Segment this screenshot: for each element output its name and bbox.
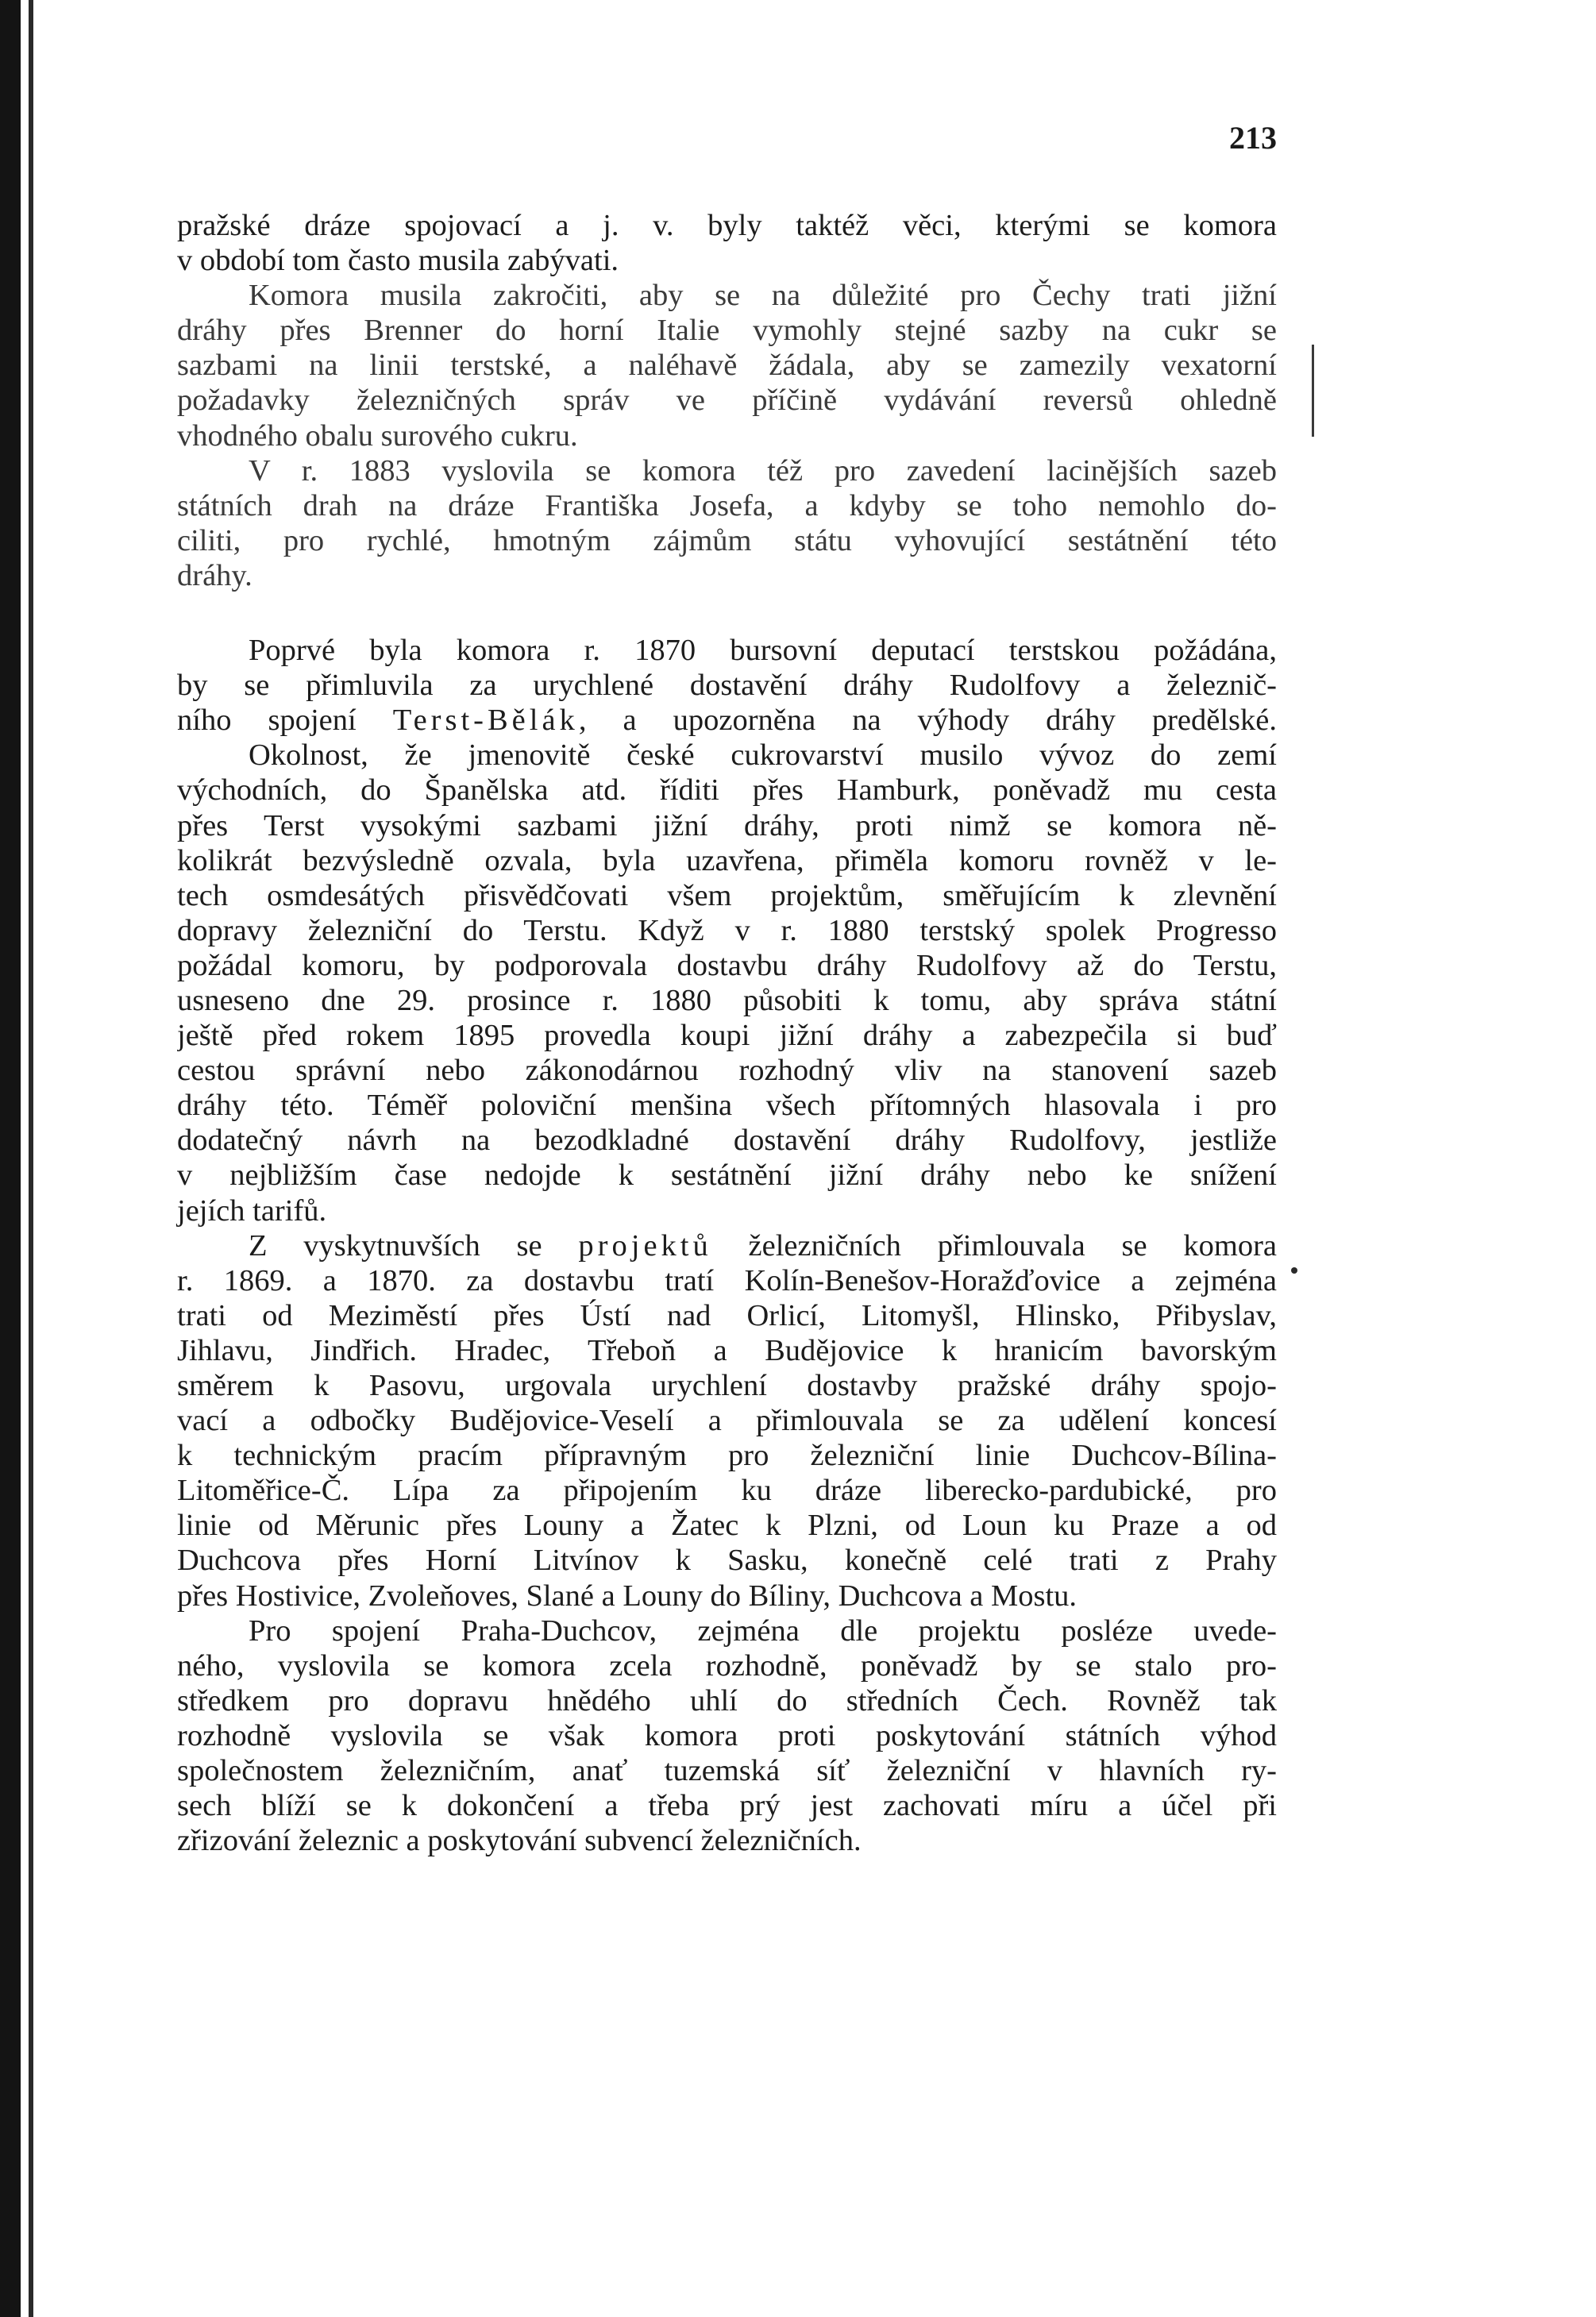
text-line: Okolnost, že jmenovitě české cukrovarství musilo vývoz do zemí: [249, 738, 1277, 773]
text-line: dopravy železniční do Terstu. Když v r. 1880 terstský spolek Progresso: [177, 913, 1277, 947]
text-line: tech osmdesátých přisvědčovati všem projektům, směřujícím k zlevnění: [177, 878, 1277, 912]
text-line: směrem k Pasovu, urgovala urychlení dostavby pražské dráhy spojo-: [177, 1369, 1277, 1402]
text-line: r. 1869. a 1870. za dostavbu tratí Kolín-Benešov-Horažďovice a zejména: [177, 1263, 1277, 1297]
text-line: přes Hostivice, Zvoleňoves, Slané a Louny do Bíliny, Duchcova a Mostu.: [177, 1579, 1077, 1613]
text-line: Duchcova přes Horní Litvínov k Sasku, konečně celé trati z Prahy: [177, 1544, 1277, 1578]
text-line: dráhy přes Brenner do horní Italie vymohly stejné sazby na cukr se: [177, 314, 1277, 348]
text-line: Litoměřice-Č. Lípa za připojením ku dráze liberecko-pardubické, pro: [177, 1474, 1277, 1508]
margin-pencil-mark: [1312, 345, 1314, 437]
text-fragment: Z vyskytnuvších se: [249, 1228, 542, 1263]
text-fragment: ního spojení: [177, 704, 357, 738]
text-line: [177, 1228, 1277, 1263]
paragraph-4: [177, 633, 1277, 738]
text-line: přes Terst vysokými sazbami jižní dráhy, proti nimž se komora ně-: [177, 808, 1277, 842]
text-line: vací a odbočky Budějovice-Veselí a přimlouvala se za udělení koncesí: [177, 1404, 1277, 1438]
text-fragment: železničních přimlouvala se komora: [748, 1228, 1277, 1263]
text-line: středkem pro dopravu hnědého uhlí do středních Čech. Rovněž tak: [177, 1683, 1277, 1718]
text-line: Komora musila zakročiti, aby se na důležité pro Čechy trati jižní: [249, 279, 1277, 313]
text-line: Pro spojení Praha-Duchcov, zejména dle projektu posléze uvede-: [249, 1613, 1277, 1648]
text-fragment: , a upozorněna na výhody dráhy predělské.: [578, 704, 1277, 738]
text-line: sazbami na linii terstské, a naléhavě žádala, aby se zamezily vexatorní: [177, 349, 1277, 383]
text-line: sech blíží se k dokončení a třeba prý jest zachovati míru a účel při: [177, 1789, 1277, 1823]
text-line: ciliti, pro rychlé, hmotným zájmům státu vyhovující sestátnění této: [177, 523, 1277, 557]
paragraph-3: [177, 453, 1277, 593]
paragraph-2: [177, 278, 1277, 453]
text-line: k technickým pracím přípravným pro železniční linie Duchcov-Bílina-: [177, 1439, 1277, 1473]
margin-dot: [1291, 1267, 1297, 1274]
text-line: státních drah na dráze Františka Josefa, a kdyby se toho nemohlo do-: [177, 488, 1277, 522]
scan-binding-edge: [0, 0, 21, 2317]
text-line: vhodného obalu surového cukru.: [177, 418, 578, 453]
text-line: požádal komoru, by podporovala dostavbu dráhy Rudolfovy až do Terstu,: [177, 948, 1277, 982]
text-line: Poprvé byla komora r. 1870 bursovní deputací terstskou požádána,: [249, 634, 1277, 668]
section-gap: [177, 593, 1277, 633]
text-line: dráhy.: [177, 558, 253, 592]
scan-binding-line: [29, 0, 33, 2317]
text-line: rozhodně vyslovila se však komora proti poskytování státních výhod: [177, 1718, 1277, 1752]
spaced-word: projektů: [578, 1228, 712, 1263]
text-line: Jihlavu, Jindřich. Hradec, Třeboň a Budějovice k hranicím bavorským: [177, 1333, 1277, 1367]
text-line: pražské dráze spojovací a j. v. byly taktéž věci, kterými se komora: [177, 209, 1277, 242]
text-line: zřizování železnic a poskytování subvencí železničních.: [177, 1824, 862, 1858]
page-body: [177, 208, 1277, 1858]
text-line: dodatečný návrh na bezodkladné dostavění dráhy Rudolfovy, jestliže: [177, 1124, 1277, 1158]
text-line: společnostem železničním, anať tuzemská síť železniční v hlavních ry-: [177, 1754, 1277, 1788]
text-line: V r. 1883 vyslovila se komora též pro zavedení lacinějších sazeb: [249, 453, 1277, 488]
spaced-place-name: Terst-Bělák: [392, 704, 579, 738]
text-line: dráhy této. Téměř poloviční menšina všech přítomných hlasovala i pro: [177, 1089, 1277, 1123]
text-line: východních, do Španělska atd. říditi přes Hamburk, poněvadž mu cesta: [177, 773, 1277, 808]
text-line: by se přimluvila za urychlené dostavění dráhy Rudolfovy a železnič-: [177, 669, 1277, 703]
text-line: kolikrát bezvýsledně ozvala, byla uzavřena, přiměla komoru rovněž v le-: [177, 843, 1277, 877]
page-number: 213: [1229, 120, 1277, 156]
text-line: v období tom často musila zabývati.: [177, 244, 619, 278]
text-line: požadavky železničných správ ve příčině vydávání reversů ohledně: [177, 384, 1277, 418]
text-line: ještě před rokem 1895 provedla koupi jižní dráhy a zabezpečila si buď: [177, 1019, 1277, 1053]
text-line: linie od Měrunic přes Louny a Žatec k Plzni, od Loun ku Praze a od: [177, 1509, 1277, 1543]
text-line: v nejbližším čase nedojde k sestátnění jižní dráhy nebo ke snížení: [177, 1158, 1277, 1193]
text-line: usneseno dne 29. prosince r. 1880 působiti k tomu, aby správa státní: [177, 983, 1277, 1017]
paragraph-5: [177, 738, 1277, 1228]
text-line: jejích tarifů.: [177, 1193, 327, 1228]
text-line: ného, vyslovila se komora zcela rozhodně, poněvadž by se stalo pro-: [177, 1648, 1277, 1683]
text-line: [177, 703, 1277, 738]
paragraph-6: [177, 1228, 1277, 1613]
paragraph-1: [177, 208, 1277, 278]
text-line: cestou správní nebo zákonodárnou rozhodný vliv na stanovení sazeb: [177, 1054, 1277, 1088]
paragraph-7: [177, 1613, 1277, 1859]
text-line: trati od Meziměstí přes Ústí nad Orlicí, Litomyšl, Hlinsko, Přibyslav,: [177, 1298, 1277, 1332]
